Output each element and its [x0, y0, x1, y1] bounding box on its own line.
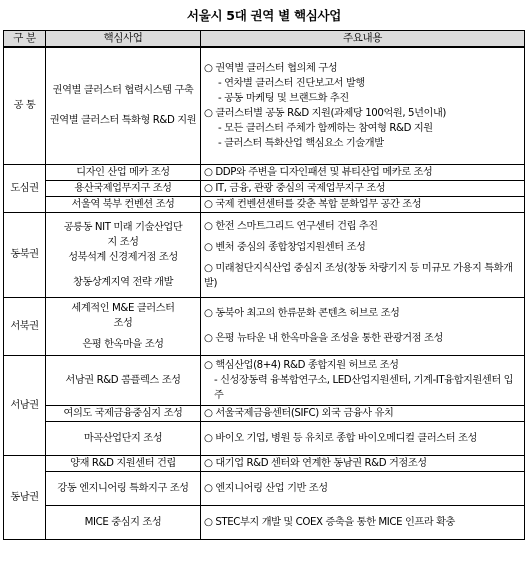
table-row [4, 355, 525, 405]
region-seobuk: 서북권 [4, 297, 46, 355]
content-cell [201, 212, 525, 297]
project-cell: 디자인 산업 메카 조성 [46, 164, 201, 180]
content-line: - 클러스터 특화산업 핵심요소 기술개발 [218, 137, 384, 149]
project-cell: 강동 엔지니어링 특화지구 조성 [46, 471, 201, 505]
project-cell: MICE 중심지 조성 [46, 505, 201, 539]
table-row [4, 180, 525, 196]
project-cell [46, 212, 201, 297]
content-cell: ○ STEC부지 개발 및 COEX 증축을 통한 MICE 인프라 확충 [201, 505, 525, 539]
table-row [4, 47, 525, 164]
project-cell: 서울역 북부 컨벤션 조성 [46, 196, 201, 212]
table-header-row [4, 31, 525, 48]
content-line: ○ 벤처 중심의 종합창업지원센터 조성 [204, 241, 366, 253]
table-row [4, 455, 525, 471]
header-content: 주요내용 [201, 31, 525, 48]
core-projects-table [3, 30, 525, 540]
project-cell [46, 47, 201, 164]
region-seonam: 서남권 [4, 355, 46, 455]
header-project: 핵심사업 [46, 31, 201, 48]
content-cell: ○ IT, 금융, 관광 중심의 국제업무지구 조성 [201, 180, 525, 196]
content-line: ○ 클러스터별 공동 R&D 지원(과제당 100억원, 5년이내) [204, 107, 446, 119]
project-cell: 서남권 R&D 콤플렉스 조성 [46, 355, 201, 405]
content-line: - 신성장동력 융복합연구소, LED산업지원센터, 기계-IT융합지원센터 입주 [214, 374, 514, 401]
project-item: 권역별 클러스터 특화형 R&D 지원 [49, 115, 197, 127]
project-item: 창동상계지역 전략 개발 [72, 276, 174, 288]
project-item: 세계적인 M&E 클러스터 조성 [71, 302, 175, 329]
project-item: 성북석계 신경제거점 조성 [68, 251, 178, 263]
content-cell: ○ 대기업 R&D 센터와 연계한 동남권 R&D 거점조성 [201, 455, 525, 471]
table-row [4, 421, 525, 455]
content-line: - 모든 클러스터 주체가 함께하는 참여형 R&D 지원 [218, 122, 433, 134]
content-cell: ○ 바이오 기업, 병원 등 유치로 종합 바이오메디컬 클러스터 조성 [201, 421, 525, 455]
region-dongnam: 동남권 [4, 455, 46, 539]
region-dongbuk: 동북권 [4, 212, 46, 297]
table-row [4, 164, 525, 180]
content-line: ○ 한전 스마트그리드 연구센터 건립 추진 [204, 220, 378, 232]
content-cell: ○ DDP와 주변을 디자인패션 및 뷰티산업 메카로 조성 [201, 164, 525, 180]
project-cell [46, 297, 201, 355]
table-row [4, 297, 525, 355]
project-cell: 여의도 국제금융중심지 조성 [46, 405, 201, 421]
page-title: 서울시 5대 권역 별 핵심사업 [186, 8, 342, 23]
region-dosim: 도심권 [4, 164, 46, 212]
content-line: ○ 권역별 클러스터 협의체 구성 [204, 62, 338, 74]
table-row [4, 471, 525, 505]
content-line: ○ 은평 뉴타운 내 한옥마을을 조성을 통한 관광거점 조성 [204, 333, 443, 344]
table-row [4, 212, 525, 297]
project-item: 권역별 클러스터 협력시스템 구축 [52, 85, 194, 97]
content-line: ○ 미래첨단지식산업 중심지 조성(창동 차량기지 등 미규모 가용지 특화개발) [204, 262, 513, 289]
content-line: - 연차별 클러스터 진단보고서 발행 [218, 77, 365, 89]
region-common: 공 통 [4, 47, 46, 164]
content-line: - 공동 마케팅 및 브랜드화 추진 [218, 92, 349, 104]
content-cell [201, 355, 525, 405]
project-cell: 양재 R&D 지원센터 건립 [46, 455, 201, 471]
project-cell: 용산국제업무지구 조성 [46, 180, 201, 196]
table-row [4, 505, 525, 539]
table-row [4, 196, 525, 212]
content-line: ○ 동북아 최고의 한류문화 콘텐츠 허브로 조성 [204, 308, 400, 319]
content-cell [201, 47, 525, 164]
content-cell: ○ 서울국제금융센터(SIFC) 외국 금융사 유치 [201, 405, 525, 421]
content-cell: ○ 엔지니어링 산업 기반 조성 [201, 471, 525, 505]
header-region: 구 분 [4, 31, 46, 48]
project-item: 은평 한옥마을 조성 [82, 338, 164, 350]
content-line: ○ 핵심산업(8+4) R&D 종합지원 허브로 조성 [204, 359, 399, 371]
table-row [4, 405, 525, 421]
project-item: 공릉동 NIT 미래 기술산업단지 조성 [63, 221, 183, 248]
content-cell: ○ 국제 컨벤션센터를 갖춘 복합 문화업무 공간 조성 [201, 196, 525, 212]
content-cell [201, 297, 525, 355]
project-cell: 마곡산업단지 조성 [46, 421, 201, 455]
